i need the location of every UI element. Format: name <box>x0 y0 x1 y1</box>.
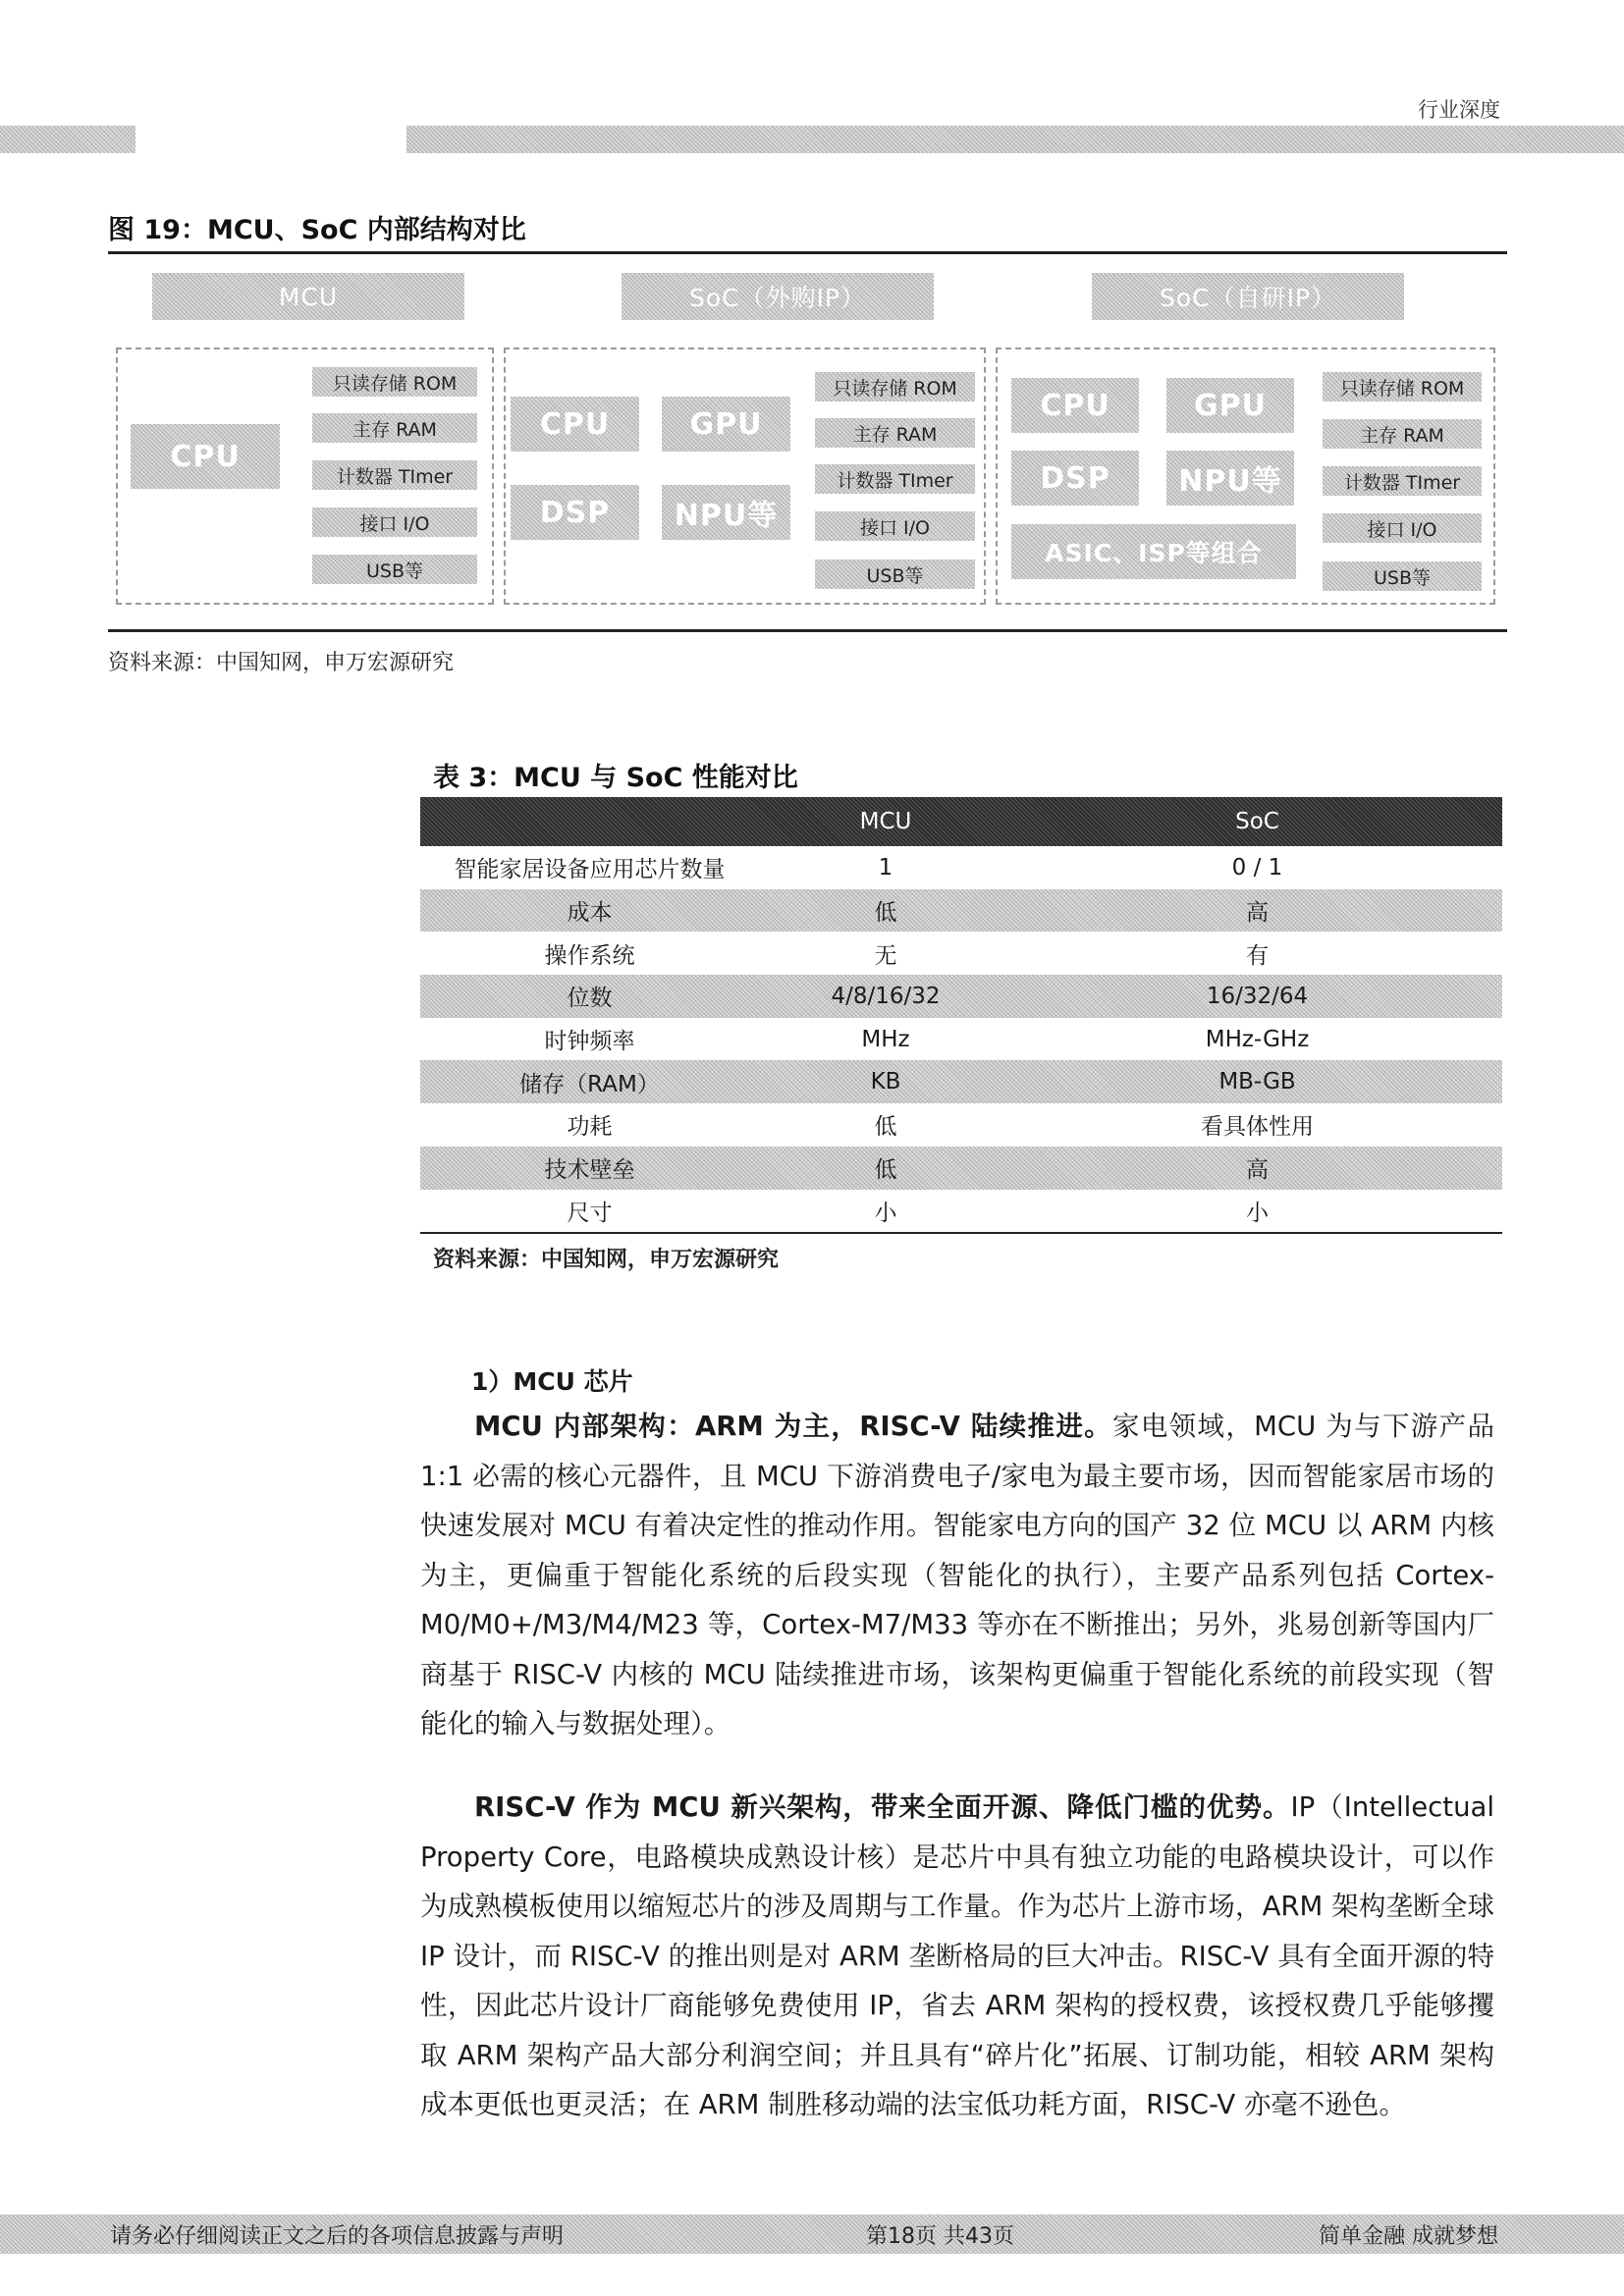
chip-dsp: DSP <box>1011 451 1139 506</box>
chip-cpu: CPU <box>511 397 639 452</box>
table-row <box>420 1060 1502 1103</box>
memory-ram: 主存 RAM <box>1323 419 1482 449</box>
memory-usb: USB等 <box>312 555 477 584</box>
table-header-row <box>420 797 1502 846</box>
paragraph-lead: MCU 内部架构：ARM 为主，RISC-V 陆续推进。 <box>474 1411 1112 1442</box>
comparison-table <box>420 797 1502 1234</box>
chip-cpu: CPU <box>1011 378 1139 433</box>
footer-bar <box>0 2215 1624 2254</box>
table-cell: 小 <box>1246 1200 1269 1226</box>
chip-npu: NPU等 <box>662 485 790 540</box>
table-cell: 技术壁垒 <box>544 1157 635 1184</box>
figure-title: 图 19：MCU、SoC 内部结构对比 <box>108 215 526 245</box>
table-title: 表 3：MCU 与 SoC 性能对比 <box>433 763 798 793</box>
table-row <box>420 1103 1502 1147</box>
column-header-soc-external: SoC（外购IP） <box>622 273 934 320</box>
paragraph-mcu-architecture <box>420 1402 1494 1749</box>
table-cell: 智能家居设备应用芯片数量 <box>454 857 726 883</box>
table-row <box>420 975 1502 1018</box>
table-cell: 低 <box>874 1114 897 1141</box>
footer-disclaimer: 请务必仔细阅读正文之后的各项信息披露与声明 <box>110 2223 565 2249</box>
footer-slogan: 简单金融 成就梦想 <box>1319 2223 1498 2249</box>
memory-timer: 计数器 TImer <box>1323 466 1482 496</box>
memory-rom: 只读存储 ROM <box>312 367 477 397</box>
column-header-soc-inhouse: SoC（自研IP） <box>1092 273 1404 320</box>
memory-timer: 计数器 TImer <box>312 460 477 490</box>
chip-asic-isp: ASIC、ISP等组合 <box>1011 524 1296 579</box>
table-cell: 低 <box>874 900 897 927</box>
table-cell: 操作系统 <box>544 942 635 969</box>
table-cell: 小 <box>874 1200 897 1226</box>
chip-cpu: CPU <box>131 424 280 489</box>
table-header-cell: SoC <box>1235 809 1279 834</box>
paragraph-text: 家电领域，MCU 为与下游产品 1:1 必需的核心元器件，且 MCU 下游消费电子/家电为最主要市场，因而智能家居市场的快速发展对 MCU 有着决定性的推动作用。智能家电方向的国产 32 位 MCU 以 ARM 内核为主，更偏重于智能化系统的后段实现（智能化的执行），主要产品系列包括 Cortex-M0/M0+/M3/M4/M23 等，Cortex-M7/M33 等亦在不断推出；另外，兆易创新等国内厂商基于 RISC-V 内核的 MCU 陆续推进市场，该架构更偏重于智能化系统的前段实现（智能化的输入与数据处理）。 <box>420 1411 1494 1739</box>
memory-timer: 计数器 TImer <box>815 464 975 494</box>
table-row <box>420 1190 1502 1233</box>
header-bar-left <box>0 126 135 153</box>
table-cell: MHz-GHz <box>1205 1026 1310 1052</box>
page-number: 第18页 共43页 <box>866 2223 1014 2249</box>
header-bar-right <box>406 126 1624 153</box>
table-row <box>420 889 1502 933</box>
table-cell: 看具体性用 <box>1201 1114 1314 1141</box>
table-cell: 1 <box>878 854 893 881</box>
table-cell: 无 <box>874 942 897 969</box>
table-cell: 低 <box>874 1157 897 1184</box>
column-header-mcu: MCU <box>152 273 464 320</box>
memory-usb: USB等 <box>815 560 975 589</box>
chip-gpu: GPU <box>1166 378 1294 433</box>
chip-gpu: GPU <box>662 397 790 452</box>
memory-usb: USB等 <box>1323 561 1482 591</box>
table-row <box>420 1147 1502 1190</box>
table-cell: 成本 <box>567 900 613 927</box>
figure-bottom-rule <box>108 629 1507 632</box>
paragraph-text: IP（Intellectual Property Core，电路模块成熟设计核）是芯片中具有独立功能的电路模块设计，可以作为成熟模板使用以缩短芯片的涉及周期与工作量。作为芯片上游市场，ARM 架构垄断全球 IP 设计，而 RISC-V 的推出则是对 ARM 垄断格局的巨大冲击。RISC-V 具有全面开源的特性，因此芯片设计厂商能够免费使用 IP，省去 ARM 架构的授权费，该授权费几乎能够攫取 ARM 架构产品大部分利润空间；并且具有“碎片化”拓展、订制功能，相较 ARM 架构成本更低也更灵活；在 ARM 制胜移动端的法宝低功耗方面，RISC-V 亦毫不逊色。 <box>420 1791 1494 2120</box>
memory-ram: 主存 RAM <box>312 413 477 443</box>
table-cell: 时钟频率 <box>544 1029 635 1055</box>
table-cell: 有 <box>1246 942 1269 969</box>
figure-source: 资料来源：中国知网，申万宏源研究 <box>108 651 455 675</box>
table-cell: 储存（RAM） <box>519 1071 660 1097</box>
section-subheading: 1）MCU 芯片 <box>471 1367 633 1396</box>
memory-io: 接口 I/O <box>1323 513 1482 543</box>
table-cell: MHz <box>861 1026 910 1052</box>
table-cell: 高 <box>1246 900 1269 927</box>
section-label: 行业深度 <box>1418 98 1500 122</box>
table-header-cell <box>420 797 759 846</box>
table-header-cell: MCU <box>859 809 912 834</box>
table-cell: MB-GB <box>1218 1069 1296 1095</box>
table-row <box>420 932 1502 975</box>
paragraph-lead: RISC-V 作为 MCU 新兴架构，带来全面开源、降低门槛的优势。 <box>474 1791 1291 1823</box>
table-cell: 尺寸 <box>567 1200 613 1226</box>
table-source: 资料来源：中国知网，申万宏源研究 <box>433 1248 780 1272</box>
chip-dsp: DSP <box>511 485 639 540</box>
memory-rom: 只读存储 ROM <box>1323 372 1482 401</box>
table-cell: 高 <box>1246 1157 1269 1184</box>
table-cell: 位数 <box>567 986 613 1012</box>
figure-top-rule <box>108 251 1507 254</box>
paragraph-risc-v <box>420 1783 1494 2130</box>
table-cell: 4/8/16/32 <box>831 983 941 1009</box>
chip-npu: NPU等 <box>1166 451 1294 506</box>
memory-rom: 只读存储 ROM <box>815 372 975 401</box>
table-cell: 0 / 1 <box>1231 854 1283 881</box>
table-row <box>420 846 1502 889</box>
table-cell: KB <box>870 1069 901 1095</box>
table-row <box>420 1018 1502 1061</box>
table-cell: 16/32/64 <box>1206 983 1309 1009</box>
memory-io: 接口 I/O <box>312 507 477 537</box>
memory-io: 接口 I/O <box>815 511 975 541</box>
table-cell: 功耗 <box>567 1114 613 1141</box>
memory-ram: 主存 RAM <box>815 418 975 448</box>
table-bottom-rule <box>420 1232 1502 1234</box>
